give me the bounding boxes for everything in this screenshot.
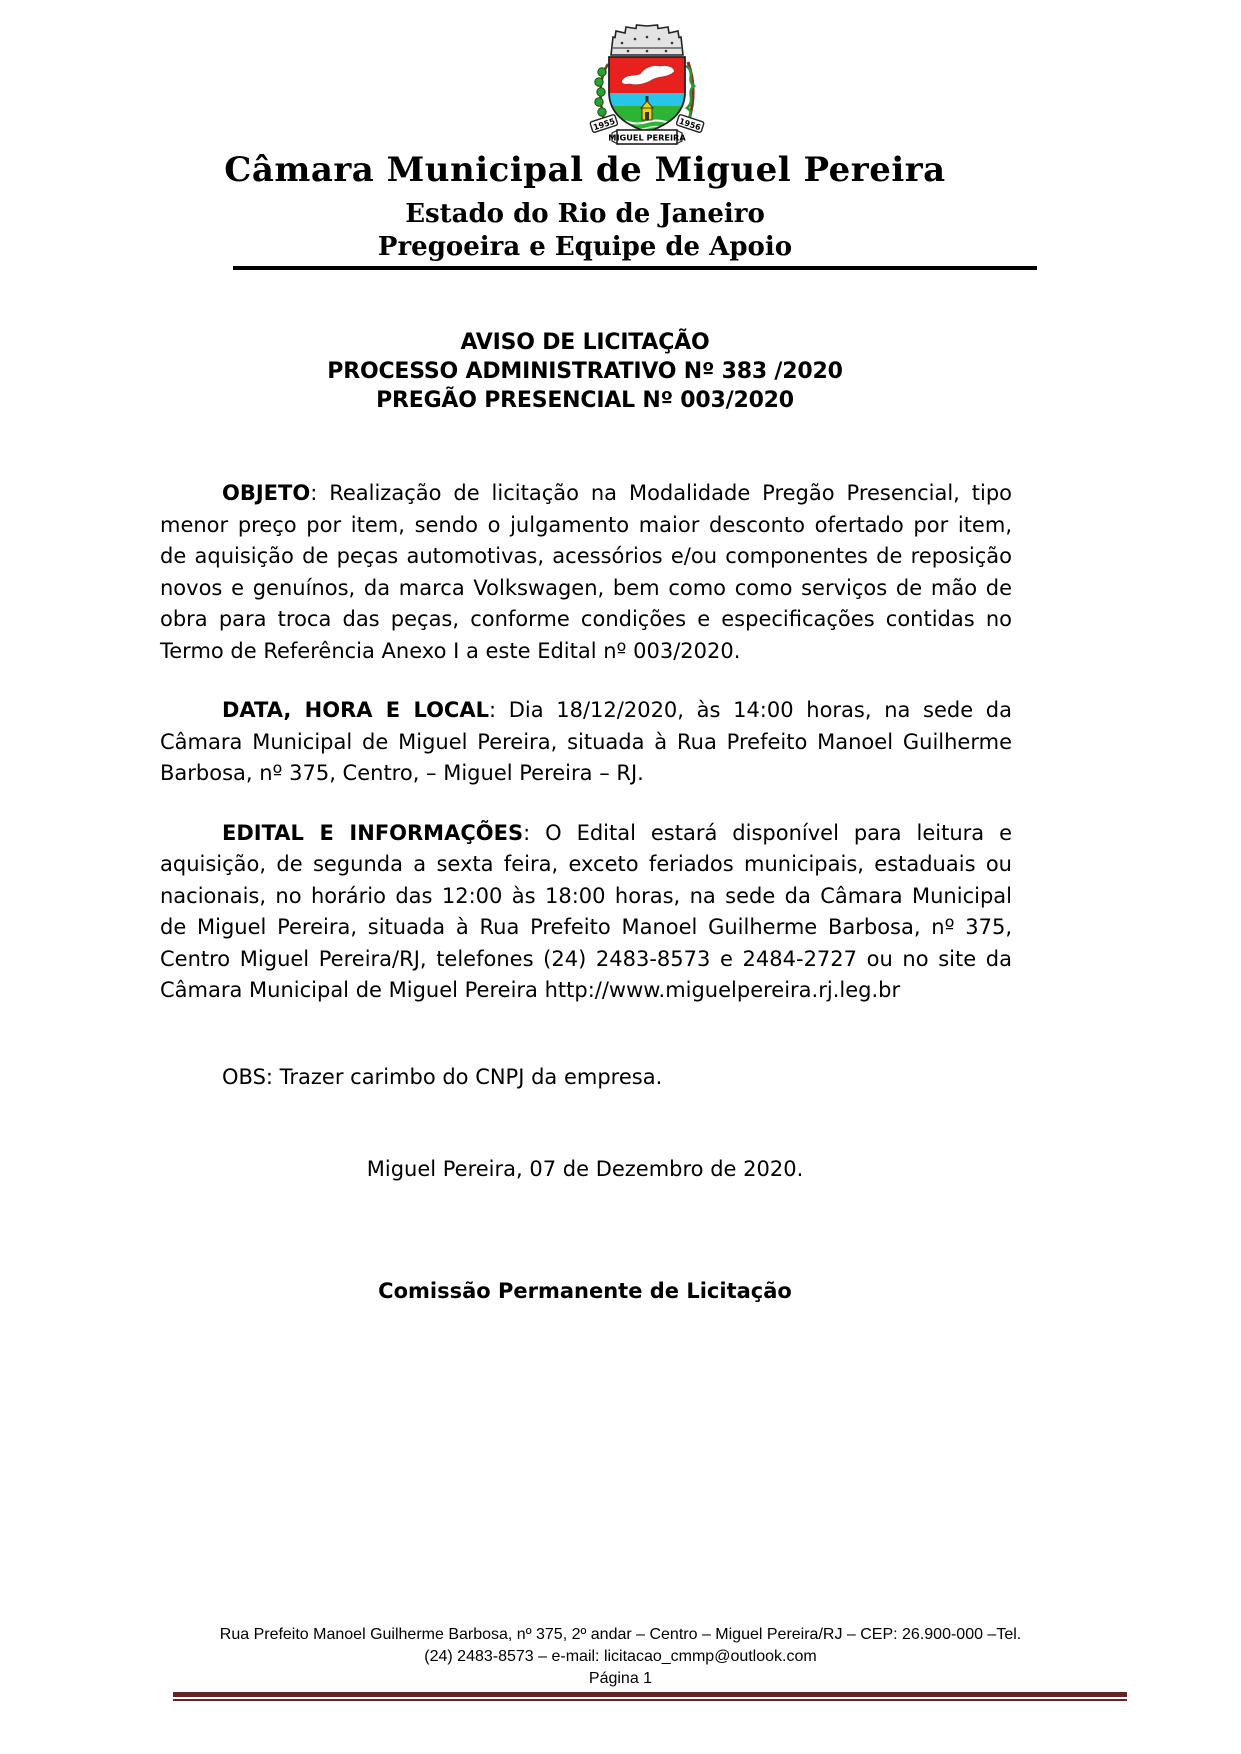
- year-right-label: 1956: [677, 116, 702, 133]
- footer-rule-thin: [173, 1699, 1127, 1701]
- dept-line: Pregoeira e Equipe de Apoio: [377, 232, 793, 262]
- page-footer: [0, 1624, 1241, 1690]
- shield-icon: [609, 57, 685, 133]
- paragraph-data-hora-local: [160, 695, 1012, 790]
- year-left-label: 1955: [592, 116, 617, 133]
- coat-of-arms-icon: [588, 24, 706, 148]
- paragraph-edital-rest: : O Edital estará disponível para leitura e aquisição, de segunda a sexta feira, exceto feriados municipais, estaduais ou nacionais, no horário das 12:00 às 18:00 horas, na sede da Câmara Municipal de Miguel Pereira, situada à Rua Prefeito Manoel Guilherme Barbosa, nº 375, Centro Miguel Pereira/RJ, telefones (24) 2483-8573 e 2484-2727 ou no site da Câmara Municipal de Miguel Pereira http://www.miguelpereira.rj.leg.br: [160, 820, 1012, 1002]
- header-rule: [233, 266, 1037, 270]
- title-line-1: AVISO DE LICITAÇÃO: [460, 330, 710, 355]
- paragraph-objeto-lead: OBJETO: [222, 481, 311, 505]
- paragraph-objeto-rest: : Realização de licitação na Modalidade Pregão Presencial, tipo menor preço por item, sendo o julgamento maior desconto ofertado por item, de aquisição de peças automotivas, acessórios e/ou componentes de reposição novos e genuínos, da marca Volkswagen, bem como como serviços de mão de obra para troca das peças, conforme condições e especificações contidas no Termo de Referência Anexo I a este Edital nº 003/2020.: [160, 481, 1012, 663]
- title-line-3: PREGÃO PRESENCIAL Nº 003/2020: [376, 388, 794, 413]
- coat-of-arms-logo: [588, 24, 706, 148]
- signature-line: Comissão Permanente de Licitação: [378, 1279, 792, 1303]
- banner-label: MIGUEL PEREIRA: [608, 132, 686, 143]
- year-scroll-right: [676, 114, 704, 132]
- footer-contact-line: (24) 2483-8573 – e-mail: licitacao_cmmp@outlook.com: [424, 1648, 817, 1665]
- left-branch-icon: [595, 64, 608, 120]
- paragraph-edital-lead: EDITAL E INFORMAÇÕES: [222, 820, 524, 845]
- obs-line: OBS: Trazer carimbo do CNPJ da empresa.: [222, 1065, 663, 1089]
- mural-crown-icon: [611, 25, 683, 55]
- body-text: [160, 478, 1012, 1035]
- paragraph-data-lead: DATA, HORA E LOCAL: [222, 698, 489, 722]
- title-line-2: PROCESSO ADMINISTRATIVO Nº 383 /2020: [327, 359, 843, 384]
- footer-rule: [173, 1692, 1127, 1701]
- paragraph-edital-informacoes: [160, 818, 1012, 1007]
- banner-ribbon: [608, 130, 686, 144]
- paragraph-objeto: [160, 478, 1012, 667]
- year-scroll-left: [590, 114, 618, 132]
- footer-address-line: Rua Prefeito Manoel Guilherme Barbosa, nº 375, 2º andar – Centro – Miguel Pereira/RJ – CEP: 26.900-000 –Tel.: [219, 1626, 1022, 1643]
- paragraph-data-rest: : Dia 18/12/2020, às 14:00 horas, na sede da Câmara Municipal de Miguel Pereira, situada à Rua Prefeito Manoel Guilherme Barbosa, nº 375, Centro, – Miguel Pereira – RJ.: [160, 698, 1013, 785]
- right-serpent-staff-icon: [686, 62, 694, 120]
- title-block: [160, 328, 1010, 415]
- date-line: Miguel Pereira, 07 de Dezembro de 2020.: [366, 1157, 804, 1181]
- footer-page-number: Página 1: [588, 1670, 653, 1687]
- org-name: Câmara Municipal de Miguel Pereira: [224, 150, 946, 190]
- state-line: Estado do Rio de Janeiro: [405, 199, 765, 229]
